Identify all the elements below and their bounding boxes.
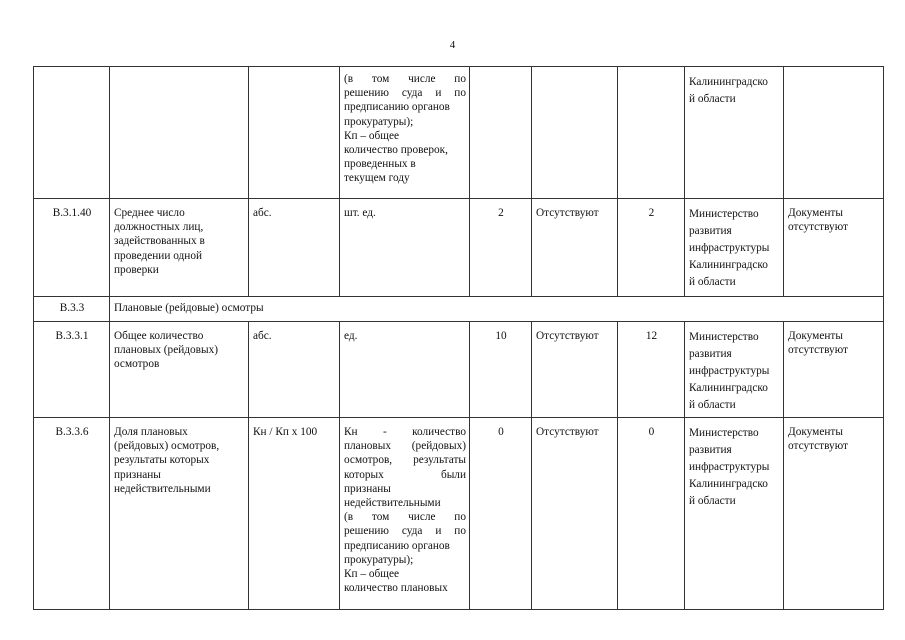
indicator-code: В.3.3.6 — [34, 418, 110, 610]
section-title: Плановые (рейдовые) осмотры — [110, 297, 884, 322]
section-code: В.3.3 — [34, 297, 110, 322]
formula-line: осмотров, результаты — [344, 454, 466, 467]
responsible-line: Министерство — [689, 331, 759, 343]
responsible-line: й области — [689, 93, 736, 105]
value-planned — [618, 67, 685, 199]
indicator-name-line: осмотров — [114, 358, 160, 371]
reason-text: Отсутствуют — [532, 418, 618, 610]
documents-line: Документы — [788, 207, 843, 219]
formula-line: (в том числе по — [344, 511, 466, 524]
formula-line: проведенных в — [344, 158, 416, 171]
table-row — [34, 418, 884, 610]
responsible-line: й области — [689, 399, 736, 411]
indicator-name-line: должностных лиц, — [114, 221, 204, 234]
section-row — [34, 297, 884, 322]
indicator-code: В.3.3.1 — [34, 322, 110, 418]
formula-description — [340, 67, 470, 199]
responsible-line: развития — [689, 225, 732, 237]
formula-line: недействительными — [344, 497, 441, 510]
formula-line: (в том числе по — [344, 73, 466, 85]
formula-line: предписанию органов — [344, 101, 450, 114]
reason-text: Отсутствуют — [532, 322, 618, 418]
responsible-body — [685, 418, 784, 610]
formula-line: которых были — [344, 468, 466, 481]
responsible-line: Калининградско — [689, 382, 768, 394]
indicator-name-line: Среднее число — [114, 207, 185, 219]
table-row — [34, 322, 884, 418]
responsible-line: Калининградско — [689, 259, 768, 271]
indicator-name — [110, 418, 249, 610]
documents-line: Документы — [788, 426, 843, 438]
formula-line: решению суда и по — [344, 525, 466, 538]
value-previous: 2 — [470, 199, 532, 297]
responsible-body — [685, 67, 784, 199]
formula-line: количество проверок, — [344, 144, 448, 157]
formula-line: Кн - количество — [344, 426, 466, 438]
formula-line: количество плановых — [344, 582, 448, 595]
page-number: 4 — [449, 39, 456, 51]
documents-note — [784, 418, 884, 610]
responsible-body — [685, 322, 784, 418]
documents-note — [784, 322, 884, 418]
formula-line: прокуратуры); — [344, 553, 414, 566]
formula-line: плановых (рейдовых) — [344, 440, 466, 453]
indicator-name-line: плановых (рейдовых) — [114, 344, 218, 357]
indicator-unit — [249, 67, 340, 199]
responsible-line: Министерство — [689, 208, 759, 220]
value-planned: 2 — [618, 199, 685, 297]
value-previous — [470, 67, 532, 199]
indicator-name — [110, 322, 249, 418]
responsible-line: Калининградско — [689, 478, 768, 490]
formula-line: решению суда и по — [344, 87, 466, 100]
indicator-code: В.3.1.40 — [34, 199, 110, 297]
formula-line: ед. — [344, 330, 358, 342]
value-previous: 10 — [470, 322, 532, 418]
formula-description — [340, 418, 470, 610]
documents-line: отсутствуют — [788, 221, 848, 234]
responsible-line: инфраструктуры — [689, 365, 770, 377]
value-previous: 0 — [470, 418, 532, 610]
table-row — [34, 199, 884, 297]
indicator-unit: абс. — [249, 322, 340, 418]
indicators-table — [33, 66, 884, 610]
formula-line: прокуратуры); — [344, 115, 414, 128]
table-row — [34, 67, 884, 199]
documents-note — [784, 67, 884, 199]
formula-line: текущем году — [344, 172, 410, 185]
responsible-line: Министерство — [689, 427, 759, 439]
value-planned: 12 — [618, 322, 685, 418]
documents-line: отсутствуют — [788, 440, 848, 453]
responsible-line: й области — [689, 495, 736, 507]
formula-line: Кп – общее — [344, 129, 400, 142]
indicator-code — [34, 67, 110, 199]
responsible-line: развития — [689, 444, 732, 456]
documents-line: Документы — [788, 330, 843, 342]
formula-line: шт. ед. — [344, 207, 376, 219]
indicator-name-line: результаты которых — [114, 454, 210, 467]
indicator-name — [110, 67, 249, 199]
indicator-name-line: (рейдовых) осмотров, — [114, 440, 220, 453]
indicator-name-line: Доля плановых — [114, 426, 188, 438]
indicator-unit: абс. — [249, 199, 340, 297]
responsible-line: Калининградско — [689, 76, 768, 88]
responsible-line: развития — [689, 348, 732, 360]
reason-text — [532, 67, 618, 199]
indicator-name-line: проверки — [114, 263, 159, 276]
documents-note — [784, 199, 884, 297]
indicator-name-line: задействованных в — [114, 235, 205, 248]
formula-description — [340, 199, 470, 297]
formula-description — [340, 322, 470, 418]
responsible-body — [685, 199, 784, 297]
formula-line: предписанию органов — [344, 539, 450, 552]
formula-line: признаны — [344, 482, 391, 495]
indicator-name-line: признаны — [114, 468, 161, 481]
indicator-unit: Кн / Кп х 100 — [249, 418, 340, 610]
indicator-name — [110, 199, 249, 297]
documents-line: отсутствуют — [788, 344, 848, 357]
indicator-name-line: проведении одной — [114, 249, 203, 262]
responsible-line: инфраструктуры — [689, 461, 770, 473]
indicator-name-line: недействительными — [114, 482, 211, 495]
formula-line: Кп – общее — [344, 568, 400, 581]
value-planned: 0 — [618, 418, 685, 610]
responsible-line: инфраструктуры — [689, 242, 770, 254]
indicator-name-line: Общее количество — [114, 330, 204, 342]
responsible-line: й области — [689, 276, 736, 288]
reason-text: Отсутствуют — [532, 199, 618, 297]
